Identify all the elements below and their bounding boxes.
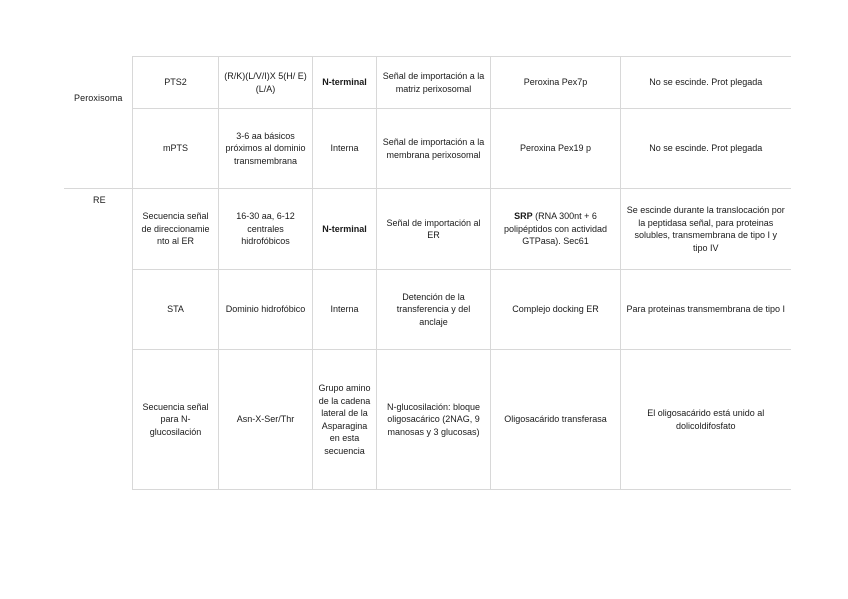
receptor-cell: Complejo docking ER [491, 270, 621, 350]
organelle-label-peroxisoma: Peroxisoma [74, 93, 123, 103]
function-cell: Señal de importación a la membrana perixosomal [377, 109, 491, 189]
table-row [133, 109, 791, 189]
table-row [133, 270, 791, 350]
signal-name-cell: mPTS [133, 109, 219, 189]
function-cell: N-glucosilación: bloque oligosacárico (2NAG, 9 manosas y 3 glucosas) [377, 350, 491, 490]
position-cell: Grupo amino de la cadena lateral de la Asparagina en esta secuencia [313, 350, 377, 490]
function-cell: Detención de la transferencia y del anclaje [377, 270, 491, 350]
position-cell: N-terminal [313, 189, 377, 270]
function-cell: Señal de importación al ER [377, 189, 491, 270]
receptor-bold-text: SRP [514, 211, 533, 222]
signal-name-cell: Secuencia señal para N-glucosilación [133, 350, 219, 490]
receptor-text: (RNA 300nt + 6 polipéptidos con actividad GTPasa). Sec61 [503, 211, 608, 247]
note-cell: No se escinde. Prot plegada [621, 109, 791, 189]
signal-name-cell: PTS2 [133, 57, 219, 109]
sequence-cell: Dominio hidrofóbico [219, 270, 313, 350]
receptor-cell [491, 189, 621, 270]
position-cell: Interna [313, 109, 377, 189]
sequence-cell: Asn-X-Ser/Thr [219, 350, 313, 490]
organelle-label-re: RE [93, 195, 106, 205]
sequence-cell: 16-30 aa, 6-12 centrales hidrofóbicos [219, 189, 313, 270]
note-cell: No se escinde. Prot plegada [621, 57, 791, 109]
note-cell: Se escinde durante la translocación por la peptidasa señal, para proteinas solubles, transmembrana de tipo I y tipo IV [621, 189, 791, 270]
signal-name-cell: Secuencia señal de direccionamie nto al ER [133, 189, 219, 270]
receptor-cell: Oligosacárido transferasa [491, 350, 621, 490]
sequence-cell: (R/K)(L/V/I)X 5(H/ E)(L/A) [219, 57, 313, 109]
organelle-divider [64, 188, 132, 189]
receptor-cell: Peroxina Pex19 p [491, 109, 621, 189]
function-cell: Señal de importación a la matriz perixosomal [377, 57, 491, 109]
note-cell: Para proteinas transmembrana de tipo I [621, 270, 791, 350]
signal-name-cell: STA [133, 270, 219, 350]
note-cell: El oligosacárido está unido al dolicoldifosfato [621, 350, 791, 490]
table-row [133, 189, 791, 270]
table-row [133, 57, 791, 109]
receptor-cell: Peroxina Pex7p [491, 57, 621, 109]
position-cell: N-terminal [313, 57, 377, 109]
signal-sequence-table [132, 56, 791, 490]
table-row [133, 350, 791, 490]
sequence-cell: 3-6 aa básicos próximos al dominio transmembrana [219, 109, 313, 189]
position-cell: Interna [313, 270, 377, 350]
